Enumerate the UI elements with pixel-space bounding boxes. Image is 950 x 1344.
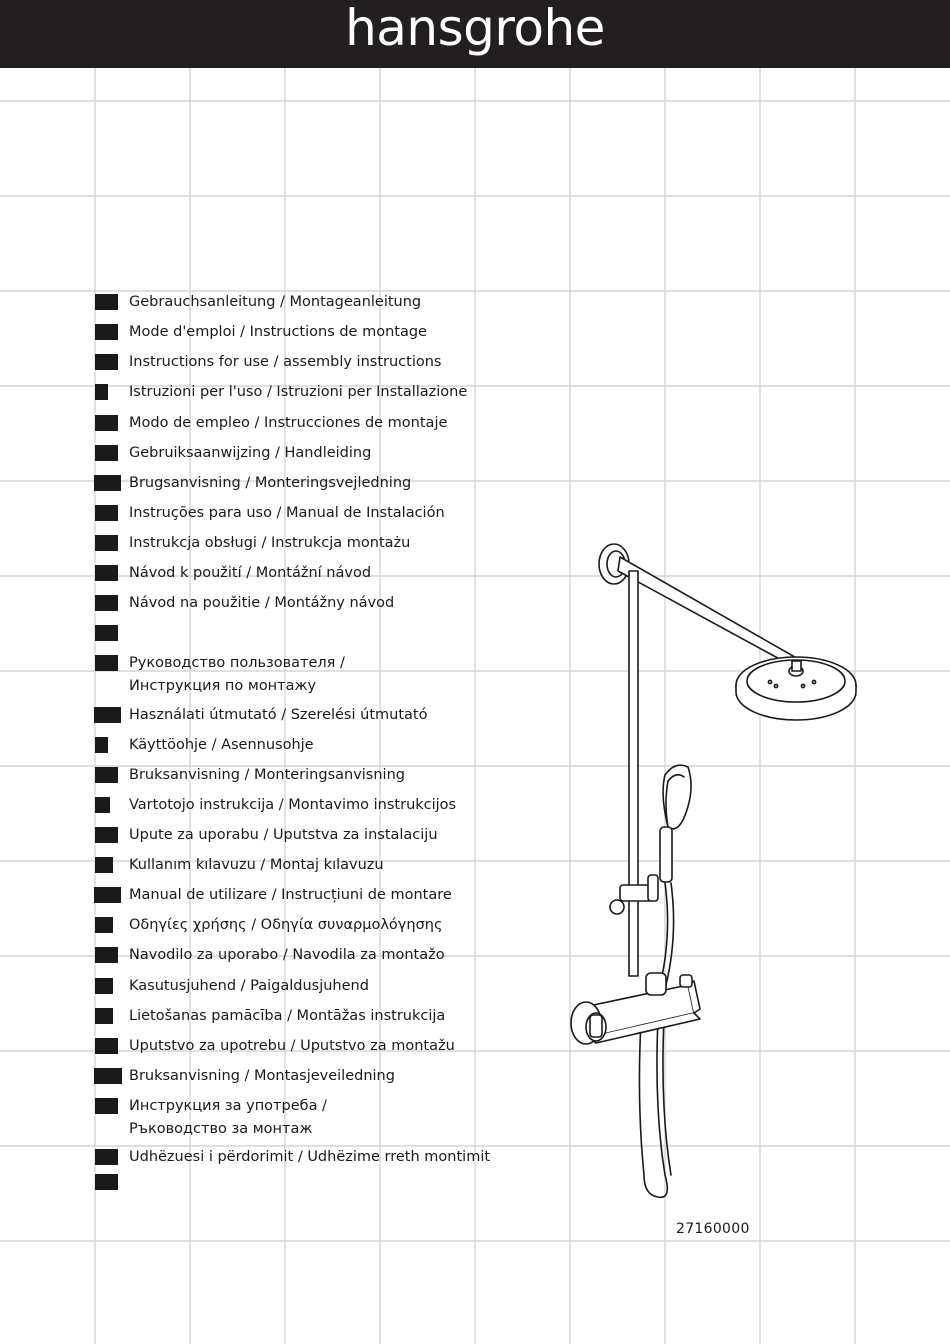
language-title: Instruções para uso / Manual de Instalación xyxy=(129,505,445,521)
shower-system-illustration xyxy=(560,535,870,1215)
language-title: Vartotojo instrukcija / Montavimo instrukcijos xyxy=(129,797,457,813)
language-title: Brugsanvisning / Monteringsvejledning xyxy=(129,475,412,491)
language-title: Bruksanvisning / Montasjeveiledning xyxy=(129,1068,395,1084)
language-swatch xyxy=(95,917,113,933)
language-swatch xyxy=(95,324,118,340)
language-title: Udhëzuesi i përdorimit / Udhëzime rreth montimit xyxy=(129,1149,491,1165)
language-swatch xyxy=(95,595,118,611)
language-title: Gebrauchsanleitung / Montageanleitung xyxy=(129,294,422,310)
language-title: Istruzioni per l'uso / Istruzioni per Installazione xyxy=(129,384,468,400)
language-swatch xyxy=(95,1174,118,1190)
language-title: Návod k použití / Montážní návod xyxy=(129,565,372,581)
language-title: Návod na použitie / Montážny návod xyxy=(129,595,395,611)
language-swatch xyxy=(95,294,118,310)
language-swatch xyxy=(95,625,118,641)
product-number: 27160000 xyxy=(676,1221,750,1237)
language-swatch xyxy=(95,1008,113,1024)
language-title: Manual de utilizare / Instrucțiuni de montare xyxy=(129,887,452,903)
language-title: Gebruiksaanwijzing / Handleiding xyxy=(129,445,372,461)
language-swatch xyxy=(95,505,118,521)
brand-logo: hansgrohe xyxy=(345,0,605,57)
brand-header xyxy=(0,0,950,68)
language-swatch xyxy=(95,797,110,813)
language-swatch xyxy=(95,445,118,461)
language-title: Modo de empleo / Instrucciones de montaje xyxy=(129,415,448,431)
language-swatch xyxy=(94,475,121,491)
language-title: Kasutusjuhend / Paigaldusjuhend xyxy=(129,978,369,994)
language-swatch xyxy=(95,655,118,671)
language-swatch xyxy=(95,767,118,783)
language-title: Instructions for use / assembly instructions xyxy=(129,354,442,370)
language-swatch xyxy=(94,887,121,903)
language-swatch xyxy=(95,354,118,370)
language-swatch xyxy=(95,415,118,431)
language-swatch xyxy=(94,1068,122,1084)
language-title: Navodilo za uporabo / Navodila za montažo xyxy=(129,947,445,963)
language-swatch xyxy=(95,947,118,963)
language-swatch xyxy=(95,384,108,400)
language-swatch xyxy=(95,1038,118,1054)
language-swatch xyxy=(95,737,108,753)
language-swatch xyxy=(95,827,118,843)
language-title: Upute za uporabu / Uputstva za instalaciju xyxy=(129,827,438,843)
language-title: Руководство пользователя / Инструкция по монтажу xyxy=(129,655,345,694)
language-swatch xyxy=(95,565,118,581)
language-swatch xyxy=(95,1098,118,1114)
language-title: Kullanım kılavuzu / Montaj kılavuzu xyxy=(129,857,384,873)
language-swatch xyxy=(95,978,113,994)
language-title: Инструкция за употреба / Ръководство за монтаж xyxy=(129,1098,327,1137)
language-title: Uputstvo za upotrebu / Uputstvo za montažu xyxy=(129,1038,455,1054)
language-swatch xyxy=(95,535,118,551)
language-title: Käyttöohje / Asennusohje xyxy=(129,737,314,753)
language-swatch xyxy=(95,1149,118,1165)
language-title: Bruksanvisning / Monteringsanvisning xyxy=(129,767,405,783)
language-title: Οδηγίες χρήσης / Οδηγία συναρμολόγησης xyxy=(129,917,443,933)
language-swatch xyxy=(94,707,121,723)
language-title: Használati útmutató / Szerelési útmutató xyxy=(129,707,428,723)
language-swatch xyxy=(95,857,113,873)
language-title: Mode d'emploi / Instructions de montage xyxy=(129,324,427,340)
language-title: Lietošanas pamācība / Montāžas instrukcija xyxy=(129,1008,446,1024)
language-title: Instrukcja obsługi / Instrukcja montażu xyxy=(129,535,411,551)
